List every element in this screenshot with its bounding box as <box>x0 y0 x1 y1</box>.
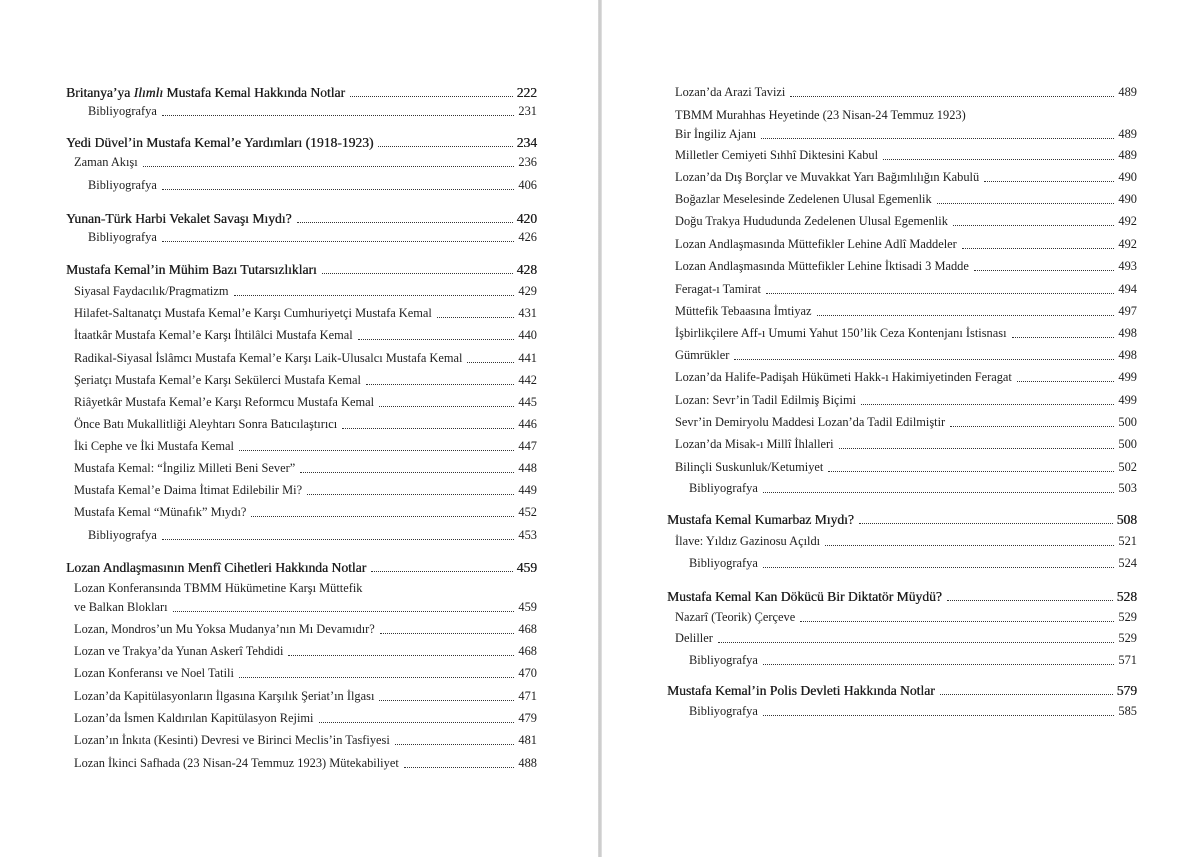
toc-entry-lozan-mondros-un-mu-yoksa-mudanya-n-n-m-[interactable] <box>74 622 537 637</box>
toc-label-part: Britanya’ya <box>66 85 134 100</box>
toc-entry-label: Lozan’da Dış Borçlar ve Muvakkat Yarı Bağımlılığın Kabulü <box>675 170 980 184</box>
toc-entry-bibliyografya[interactable] <box>689 481 1137 496</box>
toc-entry-label: Lozan’da İsmen Kaldırılan Kapitülasyon Rejimi <box>74 711 314 725</box>
toc-entry-do-u-trakya-hududunda-zedelenen-ulusal-e[interactable] <box>675 214 1137 229</box>
toc-page-number: 508 <box>1116 512 1137 527</box>
toc-entry-bibliyografya[interactable] <box>88 230 537 245</box>
toc-entry-label: Feragat-ı Tamirat <box>675 282 761 296</box>
toc-entry-label: ve Balkan Blokları <box>74 600 168 614</box>
toc-label-part: Mustafa Kemal Hakkında Notlar <box>163 85 345 100</box>
toc-chapter-lozan-andla-mas-n-n-menf-cihetleri-hakk-[interactable] <box>66 558 537 575</box>
toc-page-number: 489 <box>1118 148 1137 162</box>
toc-chapter-britanya-ya-il-ml-mustafa-kemal-hakk-nda[interactable] <box>66 83 537 100</box>
dot-leader <box>763 492 1115 493</box>
dot-leader <box>379 406 514 407</box>
toc-page-number: 524 <box>1118 556 1137 570</box>
toc-page-number: 528 <box>1116 589 1137 604</box>
dot-leader <box>371 571 512 572</box>
toc-chapter-mustafa-kemal-kan-d-k-c-bir-diktat-r-m-y[interactable] <box>667 587 1137 604</box>
toc-entry-bibliyografya[interactable] <box>689 556 1137 571</box>
toc-entry-label: Bibliyografya <box>88 104 157 118</box>
dot-leader <box>984 181 1114 182</box>
toc-entry-label-line1: TBMM Murahhas Heyetinde (23 Nisan-24 Temmuz 1923) <box>675 108 966 122</box>
toc-entry-label: Yedi Düvel’in Mustafa Kemal’e Yardımları (1918-1923) <box>66 135 374 150</box>
toc-entry-bibliyografya[interactable] <box>689 704 1137 719</box>
toc-entry-lozan-da-kapit-lasyonlar-n-i-lgas-na-kar[interactable] <box>74 689 537 704</box>
toc-entry-label: Lozan, Mondros’un Mu Yoksa Mudanya’nın Mı Devamıdır? <box>74 622 375 636</box>
toc-entry-mustafa-kemal-m-naf-k-m-yd[interactable] <box>74 505 537 520</box>
toc-page-number: 406 <box>518 178 537 192</box>
dot-leader <box>342 428 514 429</box>
toc-page-number: 431 <box>518 306 537 320</box>
dot-leader <box>950 426 1114 427</box>
toc-page-number: 231 <box>518 104 537 118</box>
toc-entry-label: Mustafa Kemal “Münafık” Mıydı? <box>74 505 247 519</box>
toc-entry-label: Lozan’da Kapitülasyonların İlgasına Karşılık Şeriat’ın İlgası <box>74 689 375 703</box>
dot-leader <box>307 494 514 495</box>
toc-page-number: 236 <box>518 155 537 169</box>
toc-entry-nce-bat-mukallitli-i-aleyhtar-sonra-bat-[interactable] <box>74 417 537 432</box>
toc-entry-label: Bibliyografya <box>88 178 157 192</box>
toc-entry-label: İşbirlikçilere Aff-ı Umumi Yahut 150’lik Ceza Kontenjanı İstisnası <box>675 326 1007 340</box>
dot-leader <box>467 362 514 363</box>
toc-entry-label: Mustafa Kemal Kan Dökücü Bir Diktatör Müydü? <box>667 589 942 604</box>
toc-entry-label: Müttefik Tebaasına İmtiyaz <box>675 304 812 318</box>
toc-entry-label: Lozan ve Trakya’da Yunan Askerî Tehdidi <box>74 644 284 658</box>
toc-entry-lozan-andla-mas-nda-m-ttefikler-lehine-i[interactable] <box>675 259 1137 274</box>
toc-page-number: 445 <box>518 395 537 409</box>
dot-leader <box>162 115 515 116</box>
toc-entry-milletler-cemiyeti-s-hh-diktesini-kabul[interactable] <box>675 148 1137 163</box>
toc-entry-i-ki-cephe-ve-i-ki-mustafa-kemal[interactable] <box>74 439 537 454</box>
dot-leader <box>828 471 1114 472</box>
toc-page-number: 448 <box>518 461 537 475</box>
toc-page-number: 446 <box>518 417 537 431</box>
toc-page-number: 499 <box>1118 393 1137 407</box>
toc-entry-label: Lozan Andlaşmasının Menfî Cihetleri Hakkında Notlar <box>66 560 367 575</box>
toc-entry-lozan-sevr-in-tadil-edilmi-bi-imi[interactable] <box>675 393 1137 408</box>
toc-entry-label-line1: Lozan Konferansında TBMM Hükümetine Karşı Müttefik <box>74 581 363 595</box>
dot-leader <box>718 642 1115 643</box>
toc-entry-label: Lozan Konferansı ve Noel Tatili <box>74 666 234 680</box>
toc-entry-label: Bibliyografya <box>88 230 157 244</box>
right-page <box>602 0 1200 857</box>
toc-entry-label: İlave: Yıldız Gazinosu Açıldı <box>675 534 821 548</box>
toc-page-number: 521 <box>1118 534 1137 548</box>
toc-entry-label: Bibliyografya <box>689 653 758 667</box>
dot-leader <box>319 722 515 723</box>
toc-entry-lozan-da-misak-mill-i-hlalleri[interactable] <box>675 437 1137 452</box>
dot-leader <box>766 293 1114 294</box>
toc-entry-label: Siyasal Faydacılık/Pragmatizm <box>74 284 229 298</box>
toc-entry-label: Lozan’da Arazi Tavizi <box>675 85 786 99</box>
dot-leader <box>790 96 1114 97</box>
toc-page-number: 500 <box>1118 415 1137 429</box>
dot-leader <box>322 273 513 274</box>
toc-entry-label: Bibliyografya <box>689 481 758 495</box>
toc-entry-label: Gümrükler <box>675 348 730 362</box>
dot-leader <box>234 295 515 296</box>
toc-entry-mustafa-kemal-e-daima-i-timat-edilebilir[interactable] <box>74 483 537 498</box>
toc-page-number: 498 <box>1118 348 1137 362</box>
toc-entry-deliller[interactable] <box>675 631 1137 646</box>
toc-entry-label: Lozan: Sevr’in Tadil Edilmiş Biçimi <box>675 393 857 407</box>
toc-entry-label: Bibliyografya <box>88 528 157 542</box>
toc-page-number: 471 <box>518 689 537 703</box>
toc-entry-label: Lozan İkinci Safhada (23 Nisan-24 Temmuz 1923) Mütekabiliyet <box>74 756 399 770</box>
toc-entry-label: İtaatkâr Mustafa Kemal’e Karşı İhtilâlci Mustafa Kemal <box>74 328 353 342</box>
dot-leader <box>378 146 512 147</box>
dot-leader <box>239 677 514 678</box>
toc-entry-siyasal-faydac-l-k-pragmatizm[interactable] <box>74 284 537 299</box>
toc-entry-label: Radikal-Siyasal İslâmcı Mustafa Kemal’e Karşı Laik-Ulusalcı Mustafa Kemal <box>74 351 463 365</box>
toc-entry-label: Lozan Andlaşmasında Müttefikler Lehine İktisadi 3 Madde <box>675 259 969 273</box>
dot-leader <box>437 317 515 318</box>
toc-page-number: 494 <box>1118 282 1137 296</box>
toc-page-number: 490 <box>1118 192 1137 206</box>
toc-entry-lozan-da-i-smen-kald-r-lan-kapit-lasyon-[interactable] <box>74 711 537 726</box>
toc-entry-label: Önce Batı Mukallitliği Aleyhtarı Sonra Batıcılaştırıcı <box>74 417 338 431</box>
toc-entry-label: Boğazlar Meselesinde Zedelenen Ulusal Egemenlik <box>675 192 932 206</box>
toc-page-number: 426 <box>518 230 537 244</box>
dot-leader <box>379 700 514 701</box>
toc-page-number: 493 <box>1118 259 1137 273</box>
toc-entry-label: Bilinçli Suskunluk/Ketumiyet <box>675 460 824 474</box>
toc-entry-label: Zaman Akışı <box>74 155 138 169</box>
toc-entry-label: Doğu Trakya Hududunda Zedelenen Ulusal Egemenlik <box>675 214 948 228</box>
toc-entry-lozan-andla-mas-nda-m-ttefikler-lehine-a[interactable] <box>675 237 1137 252</box>
toc-entry-g-mr-kler[interactable] <box>675 348 1137 363</box>
toc-page-number: 529 <box>1118 631 1137 645</box>
toc-page-number: 571 <box>1118 653 1137 667</box>
toc-page-number: 500 <box>1118 437 1137 451</box>
toc-page-number: 449 <box>518 483 537 497</box>
dot-leader <box>143 166 515 167</box>
toc-entry-label: Hilafet-Saltanatçı Mustafa Kemal’e Karşı Cumhuriyetçi Mustafa Kemal <box>74 306 432 320</box>
dot-leader <box>859 523 1113 524</box>
toc-entry-lozan-da-d-bor-lar-ve-muvakkat-yar-ba-ml[interactable] <box>675 170 1137 185</box>
toc-entry-label: Mustafa Kemal’in Polis Devleti Hakkında Notlar <box>667 683 935 698</box>
toc-entry-label: Bibliyografya <box>689 556 758 570</box>
toc-page-number: 503 <box>1118 481 1137 495</box>
toc-entry-feragat-tamirat[interactable] <box>675 282 1137 297</box>
toc-page-number: 529 <box>1118 610 1137 624</box>
left-toc <box>0 0 598 857</box>
dot-leader <box>1017 381 1115 382</box>
dot-leader <box>761 138 1114 139</box>
toc-page-number: 440 <box>518 328 537 342</box>
toc-entry-label: Şeriatçı Mustafa Kemal’e Karşı Sekülerci Mustafa Kemal <box>74 373 361 387</box>
dot-leader <box>162 241 515 242</box>
toc-page-number: 489 <box>1118 127 1137 141</box>
toc-entry-label: Bir İngiliz Ajanı <box>675 127 757 141</box>
toc-entry-radikal-siyasal-i-sl-mc-mustafa-kemal-e-[interactable] <box>74 351 537 366</box>
toc-page-number: 499 <box>1118 370 1137 384</box>
toc-entry-label: Deliller <box>675 631 713 645</box>
dot-leader <box>763 715 1115 716</box>
toc-entry-label: Milletler Cemiyeti Sıhhî Diktesini Kabul <box>675 148 879 162</box>
toc-entry-lozan-konferans-ve-noel-tatili[interactable] <box>74 666 537 681</box>
right-toc <box>602 0 1200 857</box>
toc-entry-label: Yunan-Türk Harbi Vekalet Savaşı Mıydı? <box>66 211 292 226</box>
toc-page-number: 470 <box>518 666 537 680</box>
toc-label-emphasis: Ilımlı <box>133 85 164 100</box>
dot-leader <box>300 472 514 473</box>
dot-leader <box>288 655 514 656</box>
toc-entry-i-lave-y-ld-z-gazinosu-a-ld[interactable] <box>675 534 1137 549</box>
toc-page-number: 420 <box>516 211 537 226</box>
toc-entry-hilafet-saltanat-mustafa-kemal-e-kar-cum[interactable] <box>74 306 537 321</box>
toc-entry-ve-balkan-bloklar[interactable] <box>74 600 537 615</box>
dot-leader <box>839 448 1115 449</box>
dot-leader <box>953 225 1115 226</box>
toc-entry-bibliyografya[interactable] <box>88 178 537 193</box>
toc-entry-label: Sevr’in Demiryolu Maddesi Lozan’da Tadil Edilmiştir <box>675 415 946 429</box>
toc-page-number: 492 <box>1118 237 1137 251</box>
dot-leader <box>251 516 514 517</box>
toc-entry-m-ttefik-tebaas-na-i-mtiyaz[interactable] <box>675 304 1137 319</box>
toc-chapter-mustafa-kemal-kumarbaz-m-yd[interactable] <box>667 510 1137 527</box>
toc-entry-i-taatk-r-mustafa-kemal-e-kar-i-htil-lci[interactable] <box>74 328 537 343</box>
toc-entry-bibliyografya[interactable] <box>88 528 537 543</box>
toc-entry-nazar-teorik-er-eve[interactable] <box>675 610 1137 625</box>
toc-chapter-mustafa-kemal-in-m-him-baz-tutars-zl-kla[interactable] <box>66 260 537 277</box>
toc-entry-bibliyografya[interactable] <box>689 653 1137 668</box>
toc-entry-label: Lozan’da Halife-Padişah Hükümeti Hakk-ı Hakimiyetinden Feragat <box>675 370 1012 384</box>
toc-entry-label: Lozan’ın İnkıta (Kesinti) Devresi ve Birinci Meclis’in Tasfiyesi <box>74 733 390 747</box>
dot-leader <box>366 384 514 385</box>
toc-entry-bibliyografya[interactable] <box>88 104 537 119</box>
toc-page-number: 579 <box>1116 683 1137 698</box>
toc-page-number: 447 <box>518 439 537 453</box>
toc-entry-i-birlik-ilere-aff-umumi-yahut-150-lik-c[interactable] <box>675 326 1137 341</box>
toc-page-number: 585 <box>1118 704 1137 718</box>
dot-leader <box>358 339 515 340</box>
toc-entry-label: Nazarî (Teorik) Çerçeve <box>675 610 796 624</box>
toc-page-number: 459 <box>518 600 537 614</box>
toc-entry-label: Mustafa Kemal’e Daima İtimat Edilebilir Mi? <box>74 483 303 497</box>
toc-page-number: 498 <box>1118 326 1137 340</box>
toc-page-number: 481 <box>518 733 537 747</box>
dot-leader <box>817 315 1115 316</box>
dot-leader <box>350 96 513 97</box>
toc-chapter-mustafa-kemal-in-polis-devleti-hakk-nda-[interactable] <box>667 681 1137 698</box>
dot-leader <box>404 767 515 768</box>
dot-leader <box>937 203 1115 204</box>
toc-page-number: 492 <box>1118 214 1137 228</box>
toc-page-number: 468 <box>518 644 537 658</box>
toc-entry-label: Bibliyografya <box>689 704 758 718</box>
toc-page-number: 490 <box>1118 170 1137 184</box>
dot-leader <box>825 545 1114 546</box>
dot-leader <box>861 404 1114 405</box>
toc-page-number: 453 <box>518 528 537 542</box>
toc-page-number: 502 <box>1118 460 1137 474</box>
dot-leader <box>763 567 1115 568</box>
toc-entry-lozan-n-i-nk-ta-kesinti-devresi-ve-birin[interactable] <box>74 733 537 748</box>
dot-leader <box>947 600 1113 601</box>
toc-entry-ri-yetk-r-mustafa-kemal-e-kar-reformcu-m[interactable] <box>74 395 537 410</box>
toc-entry-lozan-i-kinci-safhada-23-nisan-24-temmuz[interactable] <box>74 756 537 771</box>
dot-leader <box>1012 337 1115 338</box>
toc-page-number: 441 <box>518 351 537 365</box>
toc-entry-label: Mustafa Kemal: “İngiliz Milleti Beni Sever” <box>74 461 296 475</box>
dot-leader <box>380 633 515 634</box>
toc-entry-label: Riâyetkâr Mustafa Kemal’e Karşı Reformcu Mustafa Kemal <box>74 395 375 409</box>
toc-page-number: 479 <box>518 711 537 725</box>
dot-leader <box>162 539 515 540</box>
toc-entry-bilin-li-suskunluk-ketumiyet[interactable] <box>675 460 1137 475</box>
toc-entry-zaman-ak[interactable] <box>74 155 537 170</box>
dot-leader <box>962 248 1115 249</box>
toc-page-number: 452 <box>518 505 537 519</box>
toc-entry-mustafa-kemal-i-ngiliz-milleti-beni-seve[interactable] <box>74 461 537 476</box>
dot-leader <box>763 664 1115 665</box>
dot-leader <box>940 694 1113 695</box>
toc-page-number: 222 <box>516 85 537 100</box>
dot-leader <box>239 450 514 451</box>
left-page <box>0 0 598 857</box>
dot-leader <box>974 270 1115 271</box>
toc-entry-label: Mustafa Kemal Kumarbaz Mıydı? <box>667 512 854 527</box>
toc-page-number: 429 <box>518 284 537 298</box>
dot-leader <box>173 611 515 612</box>
dot-leader <box>800 621 1114 622</box>
toc-page-number: 497 <box>1118 304 1137 318</box>
toc-entry-bir-i-ngiliz-ajan[interactable] <box>675 127 1137 142</box>
toc-page-number: 234 <box>516 135 537 150</box>
toc-page-number: 459 <box>516 560 537 575</box>
dot-leader <box>395 744 515 745</box>
toc-entry-bo-azlar-meselesinde-zedelenen-ulusal-eg[interactable] <box>675 192 1137 207</box>
dot-leader <box>883 159 1114 160</box>
toc-entry-label <box>66 85 345 100</box>
toc-page-number: 442 <box>518 373 537 387</box>
toc-entry-lozan-da-halife-padi-ah-h-k-meti-hakk-ha[interactable] <box>675 370 1137 385</box>
toc-entry-sevr-in-demiryolu-maddesi-lozan-da-tadil[interactable] <box>675 415 1137 430</box>
toc-page-number: 428 <box>516 262 537 277</box>
toc-page-number: 488 <box>518 756 537 770</box>
toc-chapter-yunan-t-rk-harbi-vekalet-sava-m-yd[interactable] <box>66 209 537 226</box>
toc-entry-lozan-da-arazi-tavizi[interactable] <box>675 85 1137 100</box>
dot-leader <box>162 189 515 190</box>
toc-entry-label: Lozan Andlaşmasında Müttefikler Lehine Adlî Maddeler <box>675 237 957 251</box>
dot-leader <box>297 222 513 223</box>
toc-entry-label: Mustafa Kemal’in Mühim Bazı Tutarsızlıkları <box>66 262 317 277</box>
toc-page-number: 468 <box>518 622 537 636</box>
toc-entry-label: İki Cephe ve İki Mustafa Kemal <box>74 439 234 453</box>
dot-leader <box>734 359 1114 360</box>
toc-entry-lozan-ve-trakya-da-yunan-asker-tehdidi[interactable] <box>74 644 537 659</box>
toc-entry-label: Lozan’da Misak-ı Millî İhlalleri <box>675 437 834 451</box>
toc-entry-eriat-mustafa-kemal-e-kar-sek-lerci-must[interactable] <box>74 373 537 388</box>
toc-chapter-yedi-d-vel-in-mustafa-kemal-e-yard-mlar-[interactable] <box>66 133 537 150</box>
toc-page-number: 489 <box>1118 85 1137 99</box>
